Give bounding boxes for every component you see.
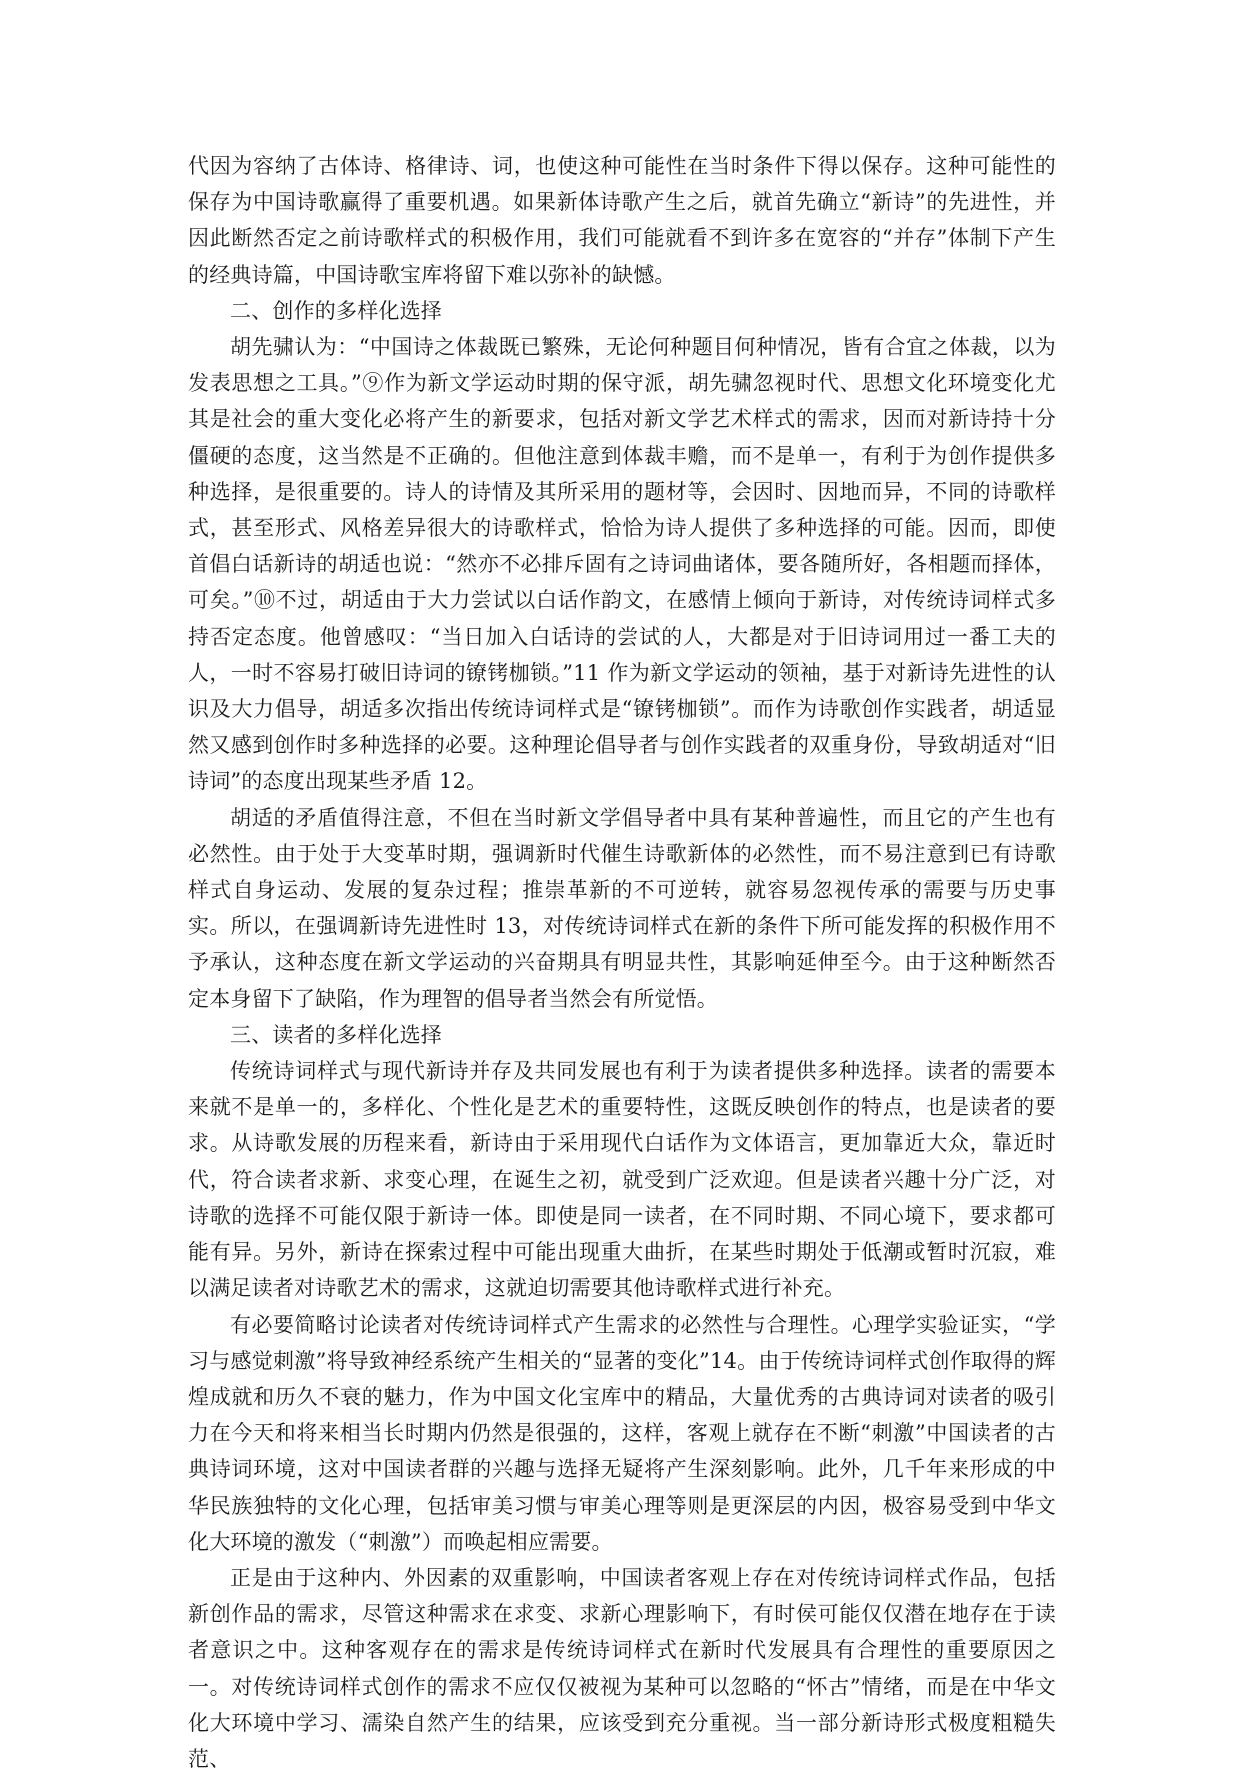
paragraph-continuation: 代因为容纳了古体诗、格律诗、词，也使这种可能性在当时条件下得以保存。这种可能性的保存为中国诗歌赢得了重要机遇。如果新体诗歌产生之后，就首先确立“新诗”的先进性，并因此断然否定之前诗歌样式的积极作用，我们可能就看不到许多在宽容的“并存”体制下产生的经典诗篇，中国诗歌宝库将留下难以弥补的缺憾。 <box>188 154 1056 287</box>
article-body <box>188 148 1056 1777</box>
paragraph-reader-demand: 有必要简略讨论读者对传统诗词样式产生需求的必然性与合理性。心理学实验证实，“学习与感觉刺激”将导致神经系统产生相关的“显著的变化”14。由于传统诗词样式创作取得的辉煌成就和历久不衰的魅力，作为中国文化宝库中的精品，大量优秀的古典诗词对读者的吸引力在今天和将来相当长时期内仍然是很强的，这样，客观上就存在不断“刺激”中国读者的古典诗词环境，这对中国读者群的兴趣与选择无疑将产生深刻影响。此外，几千年来形成的中华民族独特的文化心理，包括审美习惯与审美心理等则是更深层的内因，极容易受到中华文化大环境的激发（“刺激”）而唤起相应需要。 <box>188 1312 1056 1554</box>
section-heading-readers: 三、读者的多样化选择 <box>230 1022 442 1047</box>
section-heading-creation: 二、创作的多样化选择 <box>230 298 442 323</box>
paragraph-hu-xiansu: 胡先骕认为：“中国诗之体裁既已繁殊，无论何种题目何种情况，皆有合宜之体裁，以为发表思想之工具。”⑨作为新文学运动时期的保守派，胡先骕忽视时代、思想文化环境变化尤其是社会的重大变化必将产生的新要求，包括对新文学艺术样式的需求，因而对新诗持十分僵硬的态度，这当然是不正确的。但他注意到体裁丰赡，而不是单一，有利于为创作提供多种选择，是很重要的。诗人的诗情及其所采用的题材等，会因时、因地而异，不同的诗歌样式，甚至形式、风格差异很大的诗歌样式，恰恰为诗人提供了多种选择的可能。因而，即使首倡白话新诗的胡适也说：“然亦不必排斥固有之诗词曲诸体，要各随所好，各相题而择体，可矣。”⑩不过，胡适由于大力尝试以白话作韵文，在感情上倾向于新诗，对传统诗词样式多持否定态度。他曾感叹：“当日加入白话诗的尝试的人，大都是对于旧诗词用过一番工夫的人，一时不容易打破旧诗词的镣铐枷锁。”11 作为新文学运动的领袖，基于对新诗先进性的认识及大力倡导，胡适多次指出传统诗词样式是“镣铐枷锁”。而作为诗歌创作实践者，胡适显然又感到创作时多种选择的必要。这种理论倡导者与创作实践者的双重身份，导致胡适对“旧诗词”的态度出现某些矛盾 12。 <box>188 335 1056 794</box>
paragraph-hu-shi-contradiction: 胡适的矛盾值得注意，不但在当时新文学倡导者中具有某种普遍性，而且它的产生也有必然性。由于处于大变革时期，强调新时代催生诗歌新体的必然性，而不易注意到已有诗歌样式自身运动、发展的复杂过程；推崇革新的不可逆转，就容易忽视传承的需要与历史事实。所以，在强调新诗先进性时 13，对传统诗词样式在新的条件下所可能发挥的积极作用不予承认，这种态度在新文学运动的兴奋期具有明显共性，其影响延伸至今。由于这种断然否定本身留下了缺陷，作为理智的倡导者当然会有所觉悟。 <box>188 805 1056 1011</box>
paragraph-dual-influence: 正是由于这种内、外因素的双重影响，中国读者客观上存在对传统诗词样式作品，包括新创作品的需求，尽管这种需求在求变、求新心理影响下，有时侯可能仅仅潜在地存在于读者意识之中。这种客观存在的需求是传统诗词样式在新时代发展具有合理性的重要原因之一。对传统诗词样式创作的需求不应仅仅被视为某种可以忽略的“怀古”情绪，而是在中华文化大环境中学习、濡染自然产生的结果，应该受到充分重视。当一部分新诗形式极度粗糙失范、 <box>188 1565 1056 1771</box>
paragraph-reader-choice: 传统诗词样式与现代新诗并存及共同发展也有利于为读者提供多种选择。读者的需要本来就不是单一的，多样化、个性化是艺术的重要特性，这既反映创作的特点，也是读者的要求。从诗歌发展的历程来看，新诗由于采用现代白话作为文体语言，更加靠近大众，靠近时代，符合读者求新、求变心理，在诞生之初，就受到广泛欢迎。但是读者兴趣十分广泛，对诗歌的选择不可能仅限于新诗一体。即使是同一读者，在不同时期、不同心境下，要求都可能有异。另外，新诗在探索过程中可能出现重大曲折，在某些时期处于低潮或暂时沉寂，难以满足读者对诗歌艺术的需求，这就迫切需要其他诗歌样式进行补充。 <box>188 1059 1056 1301</box>
